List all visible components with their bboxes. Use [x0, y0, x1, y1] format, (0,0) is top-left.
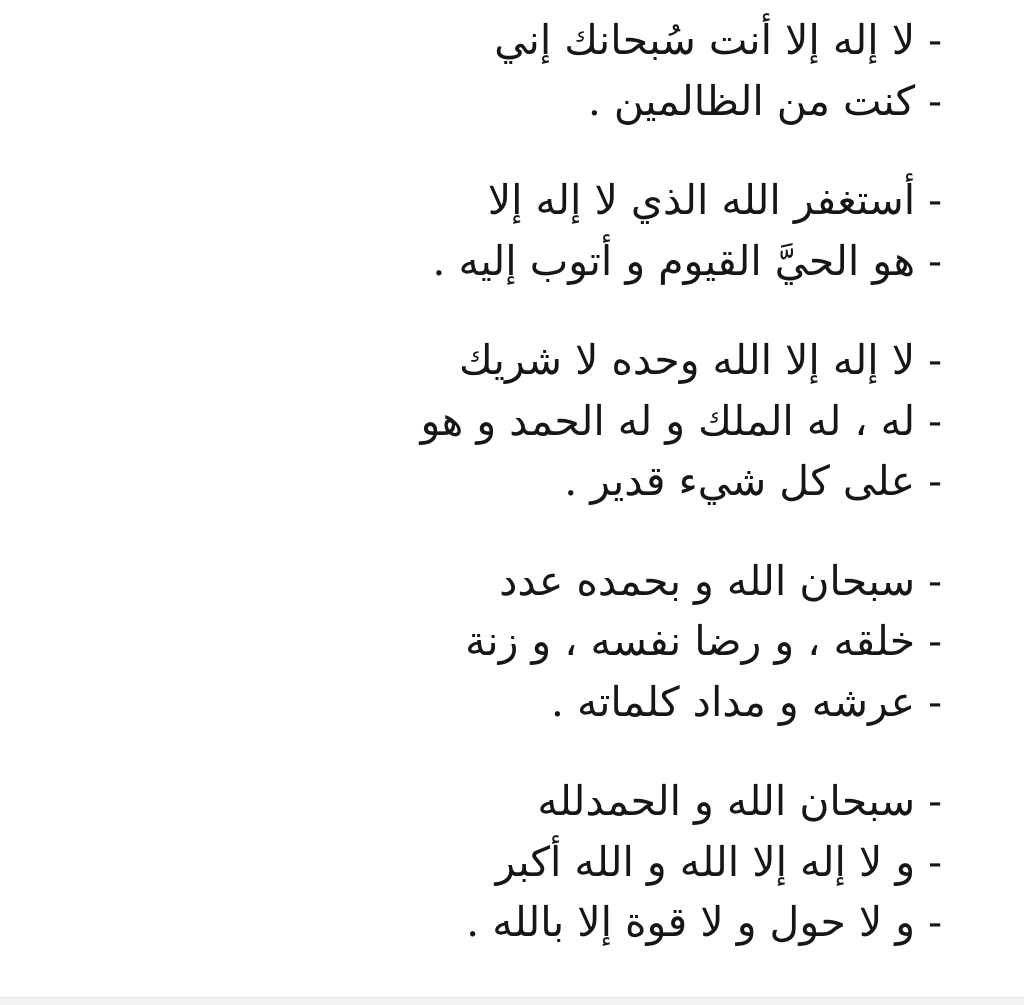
text-line: - لا إله إلا الله وحده لا شريك — [458, 336, 942, 384]
text-line: - و لا إله إلا الله و الله أكبر — [495, 837, 942, 886]
text-line: - سبحان الله و الحمدلله — [537, 777, 942, 825]
text-line: - كنت من الظالمين . — [587, 76, 942, 125]
stanza — [322, 551, 942, 733]
text-line: - عرشه و مداد كلماته . — [550, 677, 942, 726]
text-line: - على كل شيء قدير . — [564, 457, 942, 505]
text-line: - هو الحيَّ القيوم و أتوب إليه . — [432, 236, 942, 285]
text-line: - خلقه ، و رضا نفسه ، و زنة — [465, 617, 942, 665]
stanza — [322, 170, 942, 291]
page-bottom-edge — [0, 997, 1024, 1005]
text-line: - سبحان الله و بحمده عدد — [499, 556, 942, 605]
stanza — [322, 330, 942, 512]
text-line: - أستغفر الله الذي لا إله إلا — [487, 176, 942, 224]
text-line: - لا إله إلا أنت سُبحانك إني — [494, 16, 942, 64]
stanza — [322, 10, 942, 131]
text-line: - و لا حول و لا قوة إلا بالله . — [466, 898, 942, 946]
text-line: - له ، له الملك و له الحمد و هو — [420, 396, 942, 445]
stanza — [322, 771, 942, 953]
dhikr-text — [322, 10, 942, 992]
